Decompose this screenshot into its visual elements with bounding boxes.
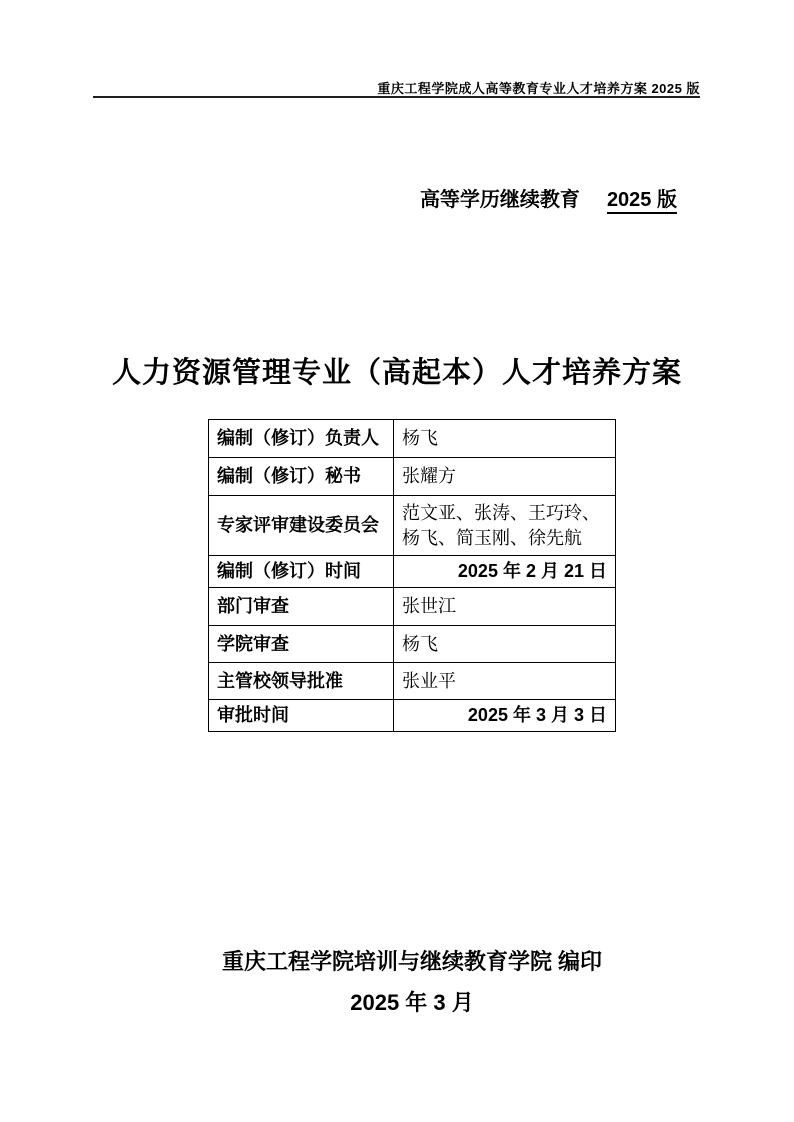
row-value: 杨飞 (394, 626, 616, 663)
row-label: 主管校领导批准 (209, 663, 394, 700)
table-row-committee (209, 496, 616, 556)
running-head: 重庆工程学院成人高等教育专业人才培养方案 2025 版 (377, 81, 700, 96)
publisher-line: 重庆工程学院培训与继续教育学院 编印 (221, 949, 603, 974)
row-label: 审批时间 (209, 700, 394, 732)
table-row-department-review (209, 588, 616, 626)
print-date-line: 2025 年 3 月 (350, 990, 474, 1015)
row-value: 张业平 (394, 663, 616, 700)
footer-block (15, 941, 794, 1023)
row-label: 编制（修订）时间 (209, 556, 394, 588)
info-table (208, 419, 616, 732)
edition-program-label: 高等学历继续教育 (419, 189, 580, 211)
table-row-compile-date (209, 556, 616, 588)
row-value: 张世江 (394, 588, 616, 626)
row-label: 部门审查 (209, 588, 394, 626)
row-value: 张耀方 (394, 458, 616, 496)
row-value-date: 2025 年 2 月 21 日 (394, 556, 616, 588)
row-value: 杨飞 (394, 420, 616, 458)
row-label: 学院审查 (209, 626, 394, 663)
row-value-date: 2025 年 3 月 3 日 (394, 700, 616, 732)
row-label: 专家评审建设委员会 (209, 496, 394, 556)
row-label: 编制（修订）秘书 (209, 458, 394, 496)
table-row-compiler (209, 420, 616, 458)
document-title: 人力资源管理专业（高起本）人才培养方案 (111, 357, 682, 389)
table-row-approval-date (209, 700, 616, 732)
edition-line (420, 183, 677, 212)
table-row-college-review (209, 626, 616, 663)
header-rule (93, 96, 700, 98)
edition-year-label: 2025 版 (607, 189, 677, 214)
table-row-secretary (209, 458, 616, 496)
table-row-leader-approval (209, 663, 616, 700)
row-value: 范文亚、张涛、王巧玲、杨飞、简玉刚、徐先航 (394, 496, 616, 556)
row-label: 编制（修订）负责人 (209, 420, 394, 458)
